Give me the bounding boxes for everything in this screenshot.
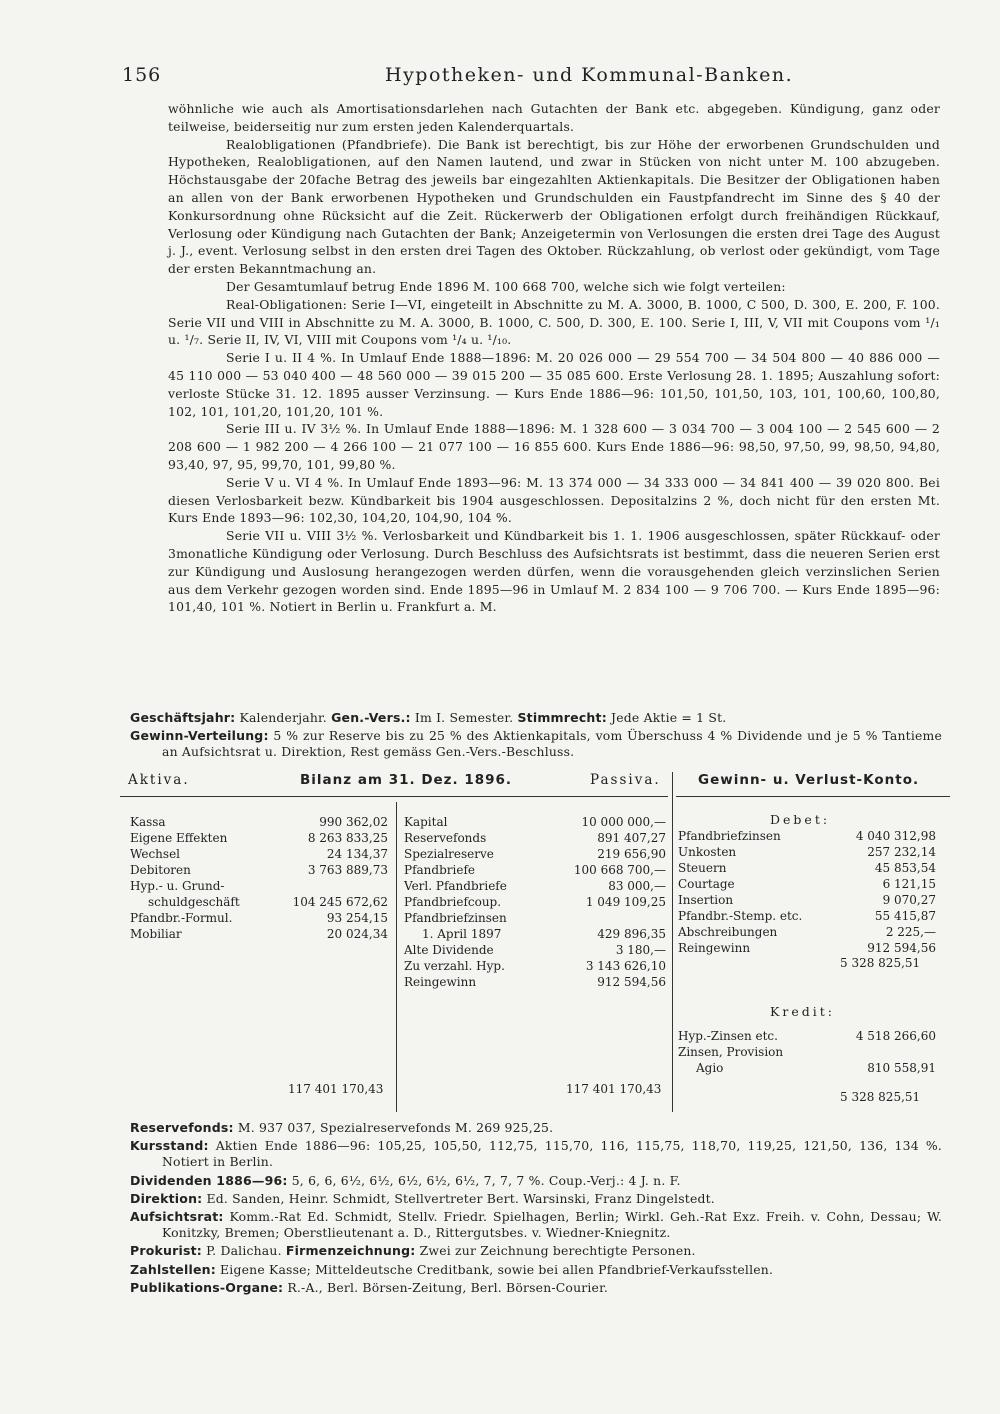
note-label: Geschäftsjahr: xyxy=(130,710,236,725)
row-value: 93 254,15 xyxy=(326,911,388,925)
note-label: Prokurist: xyxy=(130,1243,202,1259)
note-label: Aufsichtsrat: xyxy=(130,1209,224,1225)
row-value: 810 558,91 xyxy=(867,1061,936,1075)
row-value: 3 143 626,10 xyxy=(585,959,666,973)
row-label: Pfandbriefzinsen xyxy=(404,911,507,925)
guv-title: Gewinn- u. Verlust-Konto. xyxy=(698,772,920,788)
row-value: 912 594,56 xyxy=(597,975,666,989)
table-row xyxy=(678,1028,936,1044)
debet-label: Debet: xyxy=(770,812,831,827)
row-value: 257 232,14 xyxy=(867,845,936,859)
note-text: M. 937 037, Spezialreservefonds M. 269 925,25. xyxy=(233,1120,554,1135)
paragraph: Serie VII u. VIII 3½ %. Verlosbarkeit und Kündbarkeit bis 1. 1. 1906 ausgeschlossen, später Rückkauf- oder 3monatliche Kündigung oder Verlosung. Durch Beschluss des Aufsichtsrats ist bestimmt, dass die neueren Serien erst zur Kündigung und Auslosung herangezogen werden dürfen, wenn die vorausgehenden gleich verzinslichen Serien aus dem Verkehr gezogen worden sind. Ende 1895—96 in Umlauf M. 2 834 100 — 9 706 700. — Kurs Ende 1895—96: 101,40, 101 %. Notiert in Berlin u. Frankfurt a. M. xyxy=(168,528,940,615)
table-row xyxy=(130,894,388,910)
row-value: 45 853,54 xyxy=(874,861,936,875)
row-label: Zu verzahl. Hyp. xyxy=(404,959,505,973)
table-row xyxy=(678,876,936,892)
row-value: 55 415,87 xyxy=(874,909,936,923)
note-text: Eigene Kasse; Mitteldeutsche Creditbank, sowie bei allen Pfandbrief-Verkaufsstellen. xyxy=(215,1261,774,1277)
table-row xyxy=(130,814,388,830)
row-value: 990 362,02 xyxy=(319,815,388,829)
table-row xyxy=(130,926,388,942)
table-row xyxy=(678,1044,936,1060)
row-value: 10 000 000,— xyxy=(581,815,666,829)
paragraph: Der Gesamtumlauf betrug Ende 1896 M. 100 668 700, welche sich wie folgt verteilen: xyxy=(226,278,786,294)
row-label: Reingewinn xyxy=(404,975,477,989)
row-label: Pfandbr.-Formul. xyxy=(130,911,233,925)
row-value: 24 134,37 xyxy=(326,847,388,861)
row-label: Eigene Effekten xyxy=(130,831,228,845)
debet-total: 5 328 825,51 xyxy=(840,956,921,970)
note-label: Reservefonds: xyxy=(130,1120,234,1135)
notes-bottom xyxy=(130,1120,942,1298)
note-line xyxy=(130,710,942,726)
row-label: Unkosten xyxy=(678,845,737,859)
table-row xyxy=(678,908,936,924)
row-label: Zinsen, Provision xyxy=(678,1045,784,1059)
notes-top xyxy=(130,710,942,763)
row-label: 1. April 1897 xyxy=(422,927,502,941)
note-line xyxy=(130,1280,942,1296)
table-row xyxy=(404,878,666,894)
kredit-label: Kredit: xyxy=(770,1004,835,1019)
row-value: 1 049 109,25 xyxy=(585,895,666,909)
note-text: Im I. Semester. xyxy=(410,710,518,725)
row-value: 20 024,34 xyxy=(326,927,388,941)
row-value: 104 245 672,62 xyxy=(292,895,388,909)
note-label: Firmenzeichnung: xyxy=(285,1243,416,1259)
note-label: Zahlstellen: xyxy=(130,1261,216,1277)
row-value: 3 763 889,73 xyxy=(307,863,388,877)
table-row xyxy=(404,894,666,910)
aktiva-list xyxy=(130,814,388,942)
paragraph: Serie I u. II 4 %. In Umlauf Ende 1888—1896: M. 20 026 000 — 29 554 700 — 34 504 800 — 40 886 000 — 45 110 000 — 53 040 400 — 48 560 000 — 39 015 200 — 35 085 600. Erste Verlosung 28. 1. 1895; Auszahlung sofort: verloste Stücke 31. 12. 1895 ausser Verzinsung. — Kurs Ende 1886—96: 101,50, 101,50, 103, 101, 100,60, 100,80, 102, 101, 101,20, 101,20, 101 %. xyxy=(168,350,940,419)
table-row xyxy=(678,844,936,860)
row-label: Hyp.- u. Grund- xyxy=(130,879,225,893)
row-value: 8 263 833,25 xyxy=(307,831,388,845)
paragraph: Serie III u. IV 3½ %. In Umlauf Ende 1888—1896: M. 1 328 600 — 3 034 700 — 3 004 100 — 2 545 600 — 2 208 600 — 1 982 200 — 4 266 100 — 21 077 100 — 16 855 600. Kurs Ende 1886—96: 98,50, 97,50, 99, 98,50, 94,80, 93,40, 97, 95, 99,70, 101, 99,80 %. xyxy=(168,421,940,472)
row-label: Mobiliar xyxy=(130,927,182,941)
row-label: Kassa xyxy=(130,815,166,829)
table-row xyxy=(404,846,666,862)
table-row xyxy=(404,958,666,974)
aktiva-caption: Aktiva. xyxy=(128,772,190,788)
row-label: Courtage xyxy=(678,877,735,891)
row-value: 912 594,56 xyxy=(867,941,936,955)
note-text: R.-A., Berl. Börsen-Zeitung, Berl. Börsen-Courier. xyxy=(283,1279,608,1295)
table-row xyxy=(130,830,388,846)
paragraph: wöhnliche wie auch als Amortisationsdarlehen nach Gutachten der Bank etc. abgegeben. Kündigung, ganz oder teilweise, beiderseitig nur zum ersten jeden Kalenderquartals. xyxy=(168,101,940,134)
note-line xyxy=(130,1120,942,1136)
note-text: P. Dalichau. xyxy=(202,1243,286,1259)
body-text xyxy=(168,100,940,616)
note-text: Komm.-Rat Ed. Schmidt, Stellv. Friedr. Spielhagen, Berlin; Wirkl. Geh.-Rat Exz. Freih. v. Cohn, Dessau; W. Konitzky, Bremen; Oberstlieutenant a. D., Rittergutsbes. v. Wiedner-Kniegnitz. xyxy=(162,1209,942,1241)
row-label: Wechsel xyxy=(130,847,181,861)
row-label: Reservefonds xyxy=(404,831,487,845)
passiva-list xyxy=(404,814,666,990)
row-value: 6 121,15 xyxy=(882,877,936,891)
debet-list xyxy=(678,828,936,956)
note-line xyxy=(130,1243,942,1259)
balance-tables xyxy=(120,772,950,1112)
note-label: Dividenden 1886—96: xyxy=(130,1172,288,1188)
row-label: Verl. Pfandbriefe xyxy=(404,879,507,893)
paragraph: Real-Obligationen: Serie I—VI, eingeteilt in Abschnitte zu M. A. 3000, B. 1000, C 500, D. 300, E. 200, F. 100. Serie VII und VIII in Abschnitte zu M. A. 3000, B. 1000, C. 500, D. 300, E. 100. Serie I, III, V, VII mit Coupons vom ¹/₁ u. ¹/₇. Serie II, IV, VI, VIII mit Coupons vom ¹/₄ u. ¹/₁₀. xyxy=(168,296,940,348)
row-value: 4 040 312,98 xyxy=(855,829,936,843)
table-row xyxy=(404,926,666,942)
table-row xyxy=(130,878,388,894)
table-row xyxy=(404,974,666,990)
row-label: schuldgeschäft xyxy=(148,895,240,909)
note-text: Ed. Sanden, Heinr. Schmidt, Stellvertreter Bert. Warsinski, Franz Dingelstedt. xyxy=(202,1190,715,1206)
aktiva-total: 117 401 170,43 xyxy=(288,1082,384,1096)
note-text: 5, 6, 6, 6½, 6½, 6½, 6½, 6½, 7, 7, 7 %. Coup.-Verj.: 4 J. n. F. xyxy=(287,1172,681,1188)
row-value: 2 225,— xyxy=(885,925,936,939)
passiva-caption: Passiva. xyxy=(590,772,661,788)
note-label: Gewinn-Verteilung: xyxy=(130,728,269,744)
row-value: 4 518 266,60 xyxy=(855,1029,936,1043)
table-row xyxy=(130,910,388,926)
note-text: Zwei zur Zeichnung berechtigte Personen. xyxy=(415,1243,696,1259)
kredit-list xyxy=(678,1028,936,1076)
note-label: Kursstand: xyxy=(130,1138,209,1154)
row-label: Hyp.-Zinsen etc. xyxy=(678,1029,778,1043)
divider xyxy=(120,796,668,797)
row-label: Insertion xyxy=(678,893,734,907)
row-value: 429 896,35 xyxy=(597,927,666,941)
running-title: Hypotheken- und Kommunal-Banken. xyxy=(385,64,794,86)
row-label: Debitoren xyxy=(130,863,191,877)
table-row xyxy=(404,910,666,926)
table-row xyxy=(678,940,936,956)
note-line xyxy=(130,1173,942,1189)
note-label: Stimmrecht: xyxy=(517,710,607,725)
kredit-total: 5 328 825,51 xyxy=(840,1090,921,1104)
note-text: 5 % zur Reserve bis zu 25 % des Aktienkapitals, vom Überschuss 4 % Dividende und je 5 % Tantieme an Aufsichtsrat u. Direktion, Rest gemäss Gen.-Vers.-Beschluss. xyxy=(162,728,942,760)
note-text: Aktien Ende 1886—96: 105,25, 105,50, 112,75, 115,70, 116, 115,75, 118,70, 119,25, 121,50, 136, 134 %. Notiert in Berlin. xyxy=(162,1138,942,1170)
note-label: Direktion: xyxy=(130,1190,203,1206)
row-label: Pfandbriefzinsen xyxy=(678,829,781,843)
note-line xyxy=(130,1209,942,1241)
note-line xyxy=(130,1262,942,1278)
row-label: Kapital xyxy=(404,815,448,829)
table-row xyxy=(404,830,666,846)
table-row xyxy=(678,924,936,940)
table-row xyxy=(404,862,666,878)
divider xyxy=(672,772,673,1112)
row-label: Agio xyxy=(696,1061,724,1075)
row-label: Pfandbr.-Stemp. etc. xyxy=(678,909,803,923)
table-row xyxy=(678,860,936,876)
note-text: Jede Aktie = 1 St. xyxy=(606,710,727,725)
page-number: 156 xyxy=(122,64,162,86)
passiva-total: 117 401 170,43 xyxy=(566,1082,662,1096)
note-text: Kalenderjahr. xyxy=(235,710,332,725)
note-line xyxy=(130,1138,942,1170)
table-row xyxy=(130,846,388,862)
row-label: Reingewinn xyxy=(678,941,751,955)
row-value: 3 180,— xyxy=(615,943,666,957)
divider xyxy=(676,796,950,797)
paragraph: Serie V u. VI 4 %. In Umlauf Ende 1893—96: M. 13 374 000 — 34 333 000 — 34 841 400 — 39 020 800. Bei diesen Verlosbarkeit bezw. Kündbarkeit bis 1904 ausgeschlossen. Depositalzins 2 %, doch nicht für den ersten Mt. Kurs Ende 1893—96: 102,30, 104,20, 104,90, 104 %. xyxy=(168,474,940,526)
row-label: Alte Dividende xyxy=(404,943,494,957)
divider xyxy=(396,802,397,1112)
row-label: Pfandbriefcoup. xyxy=(404,895,502,909)
note-line xyxy=(130,1191,942,1207)
table-row xyxy=(678,1060,936,1076)
row-value: 891 407,27 xyxy=(597,831,666,845)
balance-title: Bilanz am 31. Dez. 1896. xyxy=(300,772,513,788)
table-row xyxy=(130,862,388,878)
row-value: 219 656,90 xyxy=(597,847,666,861)
table-row xyxy=(404,814,666,830)
note-label: Publikations-Organe: xyxy=(130,1279,284,1295)
note-line xyxy=(130,728,942,760)
row-label: Pfandbriefe xyxy=(404,863,475,877)
table-row xyxy=(678,828,936,844)
row-label: Spezialreserve xyxy=(404,847,494,861)
row-value: 100 668 700,— xyxy=(573,863,666,877)
row-value: 83 000,— xyxy=(608,879,666,893)
row-label: Abschreibungen xyxy=(678,925,778,939)
table-row xyxy=(678,892,936,908)
table-row xyxy=(404,942,666,958)
row-label: Steuern xyxy=(678,861,727,875)
row-value: 9 070,27 xyxy=(882,893,936,907)
note-label: Gen.-Vers.: xyxy=(331,710,411,725)
paragraph: Realobligationen (Pfandbriefe). Die Bank ist berechtigt, bis zur Höhe der erworbenen Grundschulden und Hypotheken, Realobligationen, auf den Namen lautend, und zwar in Stücken von nicht unter M. 100 abzugeben. Höchstausgabe der 20fache Betrag des jeweils bar eingezahlten Aktienkapitals. Die Besitzer der Obligationen haben an allen von der Bank erworbenen Hypotheken und Grundschulden ein Faustpfandrecht im Sinne des § 40 der Konkursordnung ohne Rücksicht auf die Zeit. Rückerwerb der Obligationen erfolgt durch freihändigen Rückkauf, Verlosung oder Kündigung nach Gutachten der Bank; Anzeigetermin von Verlosungen die ersten drei Tage des August j. J., event. Verlosung selbst in den ersten drei Tagen des Oktober. Rückzahlung, ob verlost oder gekündigt, vom Tage der ersten Bekanntmachung an. xyxy=(168,136,940,277)
